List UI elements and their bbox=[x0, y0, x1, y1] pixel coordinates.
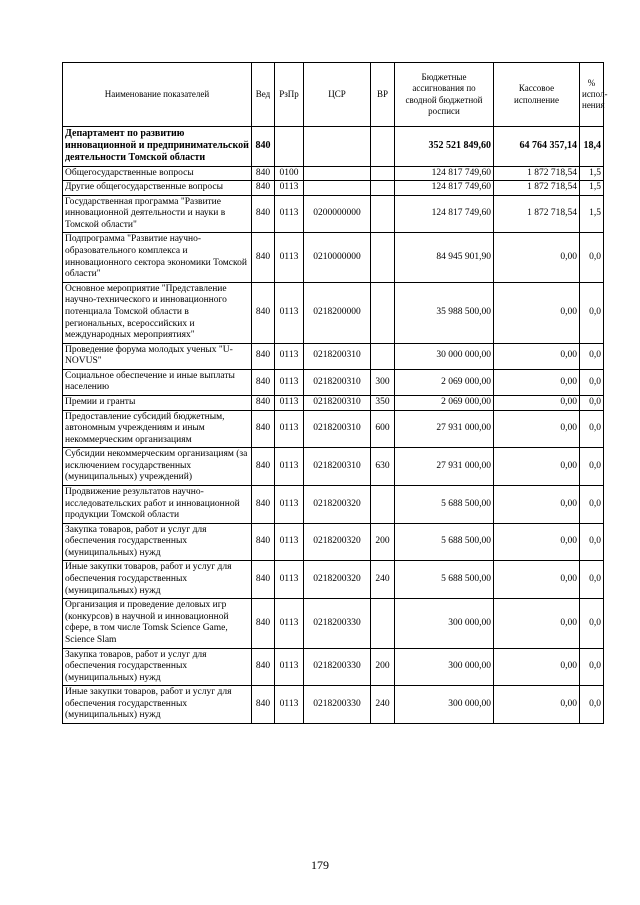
cell-budget: 300 000,00 bbox=[395, 648, 494, 686]
cell-csr: 0218200320 bbox=[304, 523, 371, 561]
cell-pct: 0,0 bbox=[580, 486, 604, 524]
cell-cash: 0,00 bbox=[494, 395, 580, 410]
cell-rzpr: 0113 bbox=[275, 410, 304, 448]
table-row bbox=[63, 599, 604, 648]
header-name: Наименование показателей bbox=[63, 63, 252, 127]
cell-name: Иные закупки товаров, работ и услуг для обеспечения государственных (муниципальных) нужд bbox=[63, 686, 252, 724]
cell-vr bbox=[371, 166, 395, 181]
cell-csr: 0218200330 bbox=[304, 686, 371, 724]
table-row bbox=[63, 395, 604, 410]
cell-name: Премии и гранты bbox=[63, 395, 252, 410]
cell-rzpr: 0113 bbox=[275, 686, 304, 724]
cell-pct: 0,0 bbox=[580, 561, 604, 599]
cell-cash: 1 872 718,54 bbox=[494, 166, 580, 181]
table-row bbox=[63, 648, 604, 686]
cell-rzpr: 0113 bbox=[275, 282, 304, 343]
cell-pct: 0,0 bbox=[580, 369, 604, 395]
table-row bbox=[63, 561, 604, 599]
cell-csr: 0218200320 bbox=[304, 486, 371, 524]
cell-csr: 0218200320 bbox=[304, 561, 371, 599]
cell-cash: 64 764 357,14 bbox=[494, 127, 580, 167]
cell-budget: 124 817 749,60 bbox=[395, 195, 494, 233]
cell-cash: 0,00 bbox=[494, 686, 580, 724]
cell-name: Проведение форума молодых ученых "U-NOVUS" bbox=[63, 343, 252, 369]
cell-pct: 1,5 bbox=[580, 181, 604, 196]
cell-rzpr: 0113 bbox=[275, 233, 304, 282]
cell-vr: 300 bbox=[371, 369, 395, 395]
cell-ved: 840 bbox=[252, 369, 275, 395]
table-row bbox=[63, 410, 604, 448]
cell-budget: 352 521 849,60 bbox=[395, 127, 494, 167]
cell-budget: 2 069 000,00 bbox=[395, 395, 494, 410]
cell-vr: 350 bbox=[371, 395, 395, 410]
cell-ved: 840 bbox=[252, 599, 275, 648]
cell-ved: 840 bbox=[252, 561, 275, 599]
cell-cash: 1 872 718,54 bbox=[494, 181, 580, 196]
cell-csr: 0218200000 bbox=[304, 282, 371, 343]
table-row bbox=[63, 686, 604, 724]
header-rzpr: РзПр bbox=[275, 63, 304, 127]
cell-cash: 1 872 718,54 bbox=[494, 195, 580, 233]
header-pct: % испол-нения bbox=[580, 63, 604, 127]
cell-ved: 840 bbox=[252, 282, 275, 343]
header-csr: ЦСР bbox=[304, 63, 371, 127]
cell-rzpr: 0100 bbox=[275, 166, 304, 181]
cell-rzpr: 0113 bbox=[275, 448, 304, 486]
cell-ved: 840 bbox=[252, 686, 275, 724]
cell-csr: 0218200310 bbox=[304, 369, 371, 395]
cell-ved: 840 bbox=[252, 448, 275, 486]
budget-execution-table bbox=[62, 62, 608, 724]
table-row bbox=[63, 181, 604, 196]
header-cash: Кассовое исполнение bbox=[494, 63, 580, 127]
cell-budget: 27 931 000,00 bbox=[395, 448, 494, 486]
cell-budget: 300 000,00 bbox=[395, 686, 494, 724]
cell-budget: 2 069 000,00 bbox=[395, 369, 494, 395]
cell-rzpr: 0113 bbox=[275, 181, 304, 196]
cell-rzpr: 0113 bbox=[275, 369, 304, 395]
cell-cash: 0,00 bbox=[494, 369, 580, 395]
cell-pct: 18,4 bbox=[580, 127, 604, 167]
cell-vr bbox=[371, 127, 395, 167]
cell-vr: 240 bbox=[371, 561, 395, 599]
table-row bbox=[63, 127, 604, 167]
cell-ved: 840 bbox=[252, 127, 275, 167]
table-row bbox=[63, 486, 604, 524]
cell-name: Другие общегосударственные вопросы bbox=[63, 181, 252, 196]
cell-csr: 0218200310 bbox=[304, 410, 371, 448]
cell-ved: 840 bbox=[252, 166, 275, 181]
cell-ved: 840 bbox=[252, 395, 275, 410]
cell-rzpr: 0113 bbox=[275, 648, 304, 686]
cell-csr: 0218200310 bbox=[304, 395, 371, 410]
cell-vr bbox=[371, 195, 395, 233]
cell-name: Подпрограмма "Развитие научно-образовательного комплекса и инновационного сектора экономики Томской области" bbox=[63, 233, 252, 282]
cell-pct: 0,0 bbox=[580, 410, 604, 448]
cell-csr: 0218200330 bbox=[304, 599, 371, 648]
cell-pct: 0,0 bbox=[580, 599, 604, 648]
cell-cash: 0,00 bbox=[494, 599, 580, 648]
cell-vr bbox=[371, 599, 395, 648]
cell-pct: 1,5 bbox=[580, 195, 604, 233]
cell-rzpr: 0113 bbox=[275, 599, 304, 648]
cell-name: Организация и проведение деловых игр (конкурсов) в научной и инновационной сфере, в том числе Tomsk Science Game, Science Slam bbox=[63, 599, 252, 648]
cell-name: Закупка товаров, работ и услуг для обеспечения государственных (муниципальных) нужд bbox=[63, 648, 252, 686]
cell-name: Закупка товаров, работ и услуг для обеспечения государственных (муниципальных) нужд bbox=[63, 523, 252, 561]
cell-ved: 840 bbox=[252, 195, 275, 233]
cell-name: Общегосударственные вопросы bbox=[63, 166, 252, 181]
table-row bbox=[63, 343, 604, 369]
cell-name: Продвижение результатов научно-исследовательских работ и инновационной продукции Томской области bbox=[63, 486, 252, 524]
table-row bbox=[63, 282, 604, 343]
cell-pct: 0,0 bbox=[580, 343, 604, 369]
cell-cash: 0,00 bbox=[494, 486, 580, 524]
cell-budget: 5 688 500,00 bbox=[395, 561, 494, 599]
cell-vr bbox=[371, 282, 395, 343]
cell-ved: 840 bbox=[252, 343, 275, 369]
cell-pct: 0,0 bbox=[580, 523, 604, 561]
cell-ved: 840 bbox=[252, 410, 275, 448]
cell-budget: 27 931 000,00 bbox=[395, 410, 494, 448]
cell-vr: 200 bbox=[371, 648, 395, 686]
table-body bbox=[63, 127, 604, 724]
cell-ved: 840 bbox=[252, 181, 275, 196]
cell-rzpr bbox=[275, 127, 304, 167]
cell-vr: 200 bbox=[371, 523, 395, 561]
cell-budget: 300 000,00 bbox=[395, 599, 494, 648]
cell-cash: 0,00 bbox=[494, 523, 580, 561]
cell-csr bbox=[304, 181, 371, 196]
cell-cash: 0,00 bbox=[494, 561, 580, 599]
cell-rzpr: 0113 bbox=[275, 561, 304, 599]
header-ved: Вед bbox=[252, 63, 275, 127]
cell-name: Иные закупки товаров, работ и услуг для обеспечения государственных (муниципальных) нужд bbox=[63, 561, 252, 599]
cell-budget: 5 688 500,00 bbox=[395, 486, 494, 524]
cell-rzpr: 0113 bbox=[275, 395, 304, 410]
header-budget: Бюджетные ассигнования по сводной бюджетной росписи bbox=[395, 63, 494, 127]
table-row bbox=[63, 369, 604, 395]
cell-name: Основное мероприятие "Представление научно-технического и инновационного потенциала Томской области в региональных, всероссийских и международных мероприятиях" bbox=[63, 282, 252, 343]
cell-pct: 0,0 bbox=[580, 233, 604, 282]
cell-rzpr: 0113 bbox=[275, 343, 304, 369]
cell-budget: 124 817 749,60 bbox=[395, 181, 494, 196]
cell-name: Департамент по развитию инновационной и предпринимательской деятельности Томской области bbox=[63, 127, 252, 167]
page-number: 179 bbox=[311, 858, 329, 872]
table-row bbox=[63, 233, 604, 282]
cell-csr: 0218200330 bbox=[304, 648, 371, 686]
cell-cash: 0,00 bbox=[494, 233, 580, 282]
cell-cash: 0,00 bbox=[494, 648, 580, 686]
cell-rzpr: 0113 bbox=[275, 486, 304, 524]
cell-vr: 240 bbox=[371, 686, 395, 724]
cell-ved: 840 bbox=[252, 648, 275, 686]
cell-csr: 0218200310 bbox=[304, 448, 371, 486]
cell-name: Предоставление субсидий бюджетным, автономным учреждениям и иным некоммерческим организациям bbox=[63, 410, 252, 448]
cell-name: Государственная программа "Развитие инновационной деятельности и науки в Томской области" bbox=[63, 195, 252, 233]
cell-cash: 0,00 bbox=[494, 343, 580, 369]
cell-cash: 0,00 bbox=[494, 410, 580, 448]
cell-csr: 0210000000 bbox=[304, 233, 371, 282]
table-row bbox=[63, 166, 604, 181]
cell-csr bbox=[304, 127, 371, 167]
cell-pct: 1,5 bbox=[580, 166, 604, 181]
cell-budget: 35 988 500,00 bbox=[395, 282, 494, 343]
cell-ved: 840 bbox=[252, 486, 275, 524]
cell-pct: 0,0 bbox=[580, 648, 604, 686]
cell-rzpr: 0113 bbox=[275, 523, 304, 561]
cell-pct: 0,0 bbox=[580, 448, 604, 486]
table-row bbox=[63, 195, 604, 233]
cell-budget: 30 000 000,00 bbox=[395, 343, 494, 369]
cell-budget: 84 945 901,90 bbox=[395, 233, 494, 282]
cell-pct: 0,0 bbox=[580, 395, 604, 410]
cell-csr: 0200000000 bbox=[304, 195, 371, 233]
cell-csr bbox=[304, 166, 371, 181]
cell-vr: 600 bbox=[371, 410, 395, 448]
cell-budget: 5 688 500,00 bbox=[395, 523, 494, 561]
header-vr: ВР bbox=[371, 63, 395, 127]
cell-vr bbox=[371, 343, 395, 369]
cell-rzpr: 0113 bbox=[275, 195, 304, 233]
cell-vr bbox=[371, 181, 395, 196]
table-header-row bbox=[63, 63, 604, 127]
cell-name: Субсидии некоммерческим организациям (за исключением государственных (муниципальных) учреждений) bbox=[63, 448, 252, 486]
table-row bbox=[63, 523, 604, 561]
cell-name: Социальное обеспечение и иные выплаты населению bbox=[63, 369, 252, 395]
cell-ved: 840 bbox=[252, 233, 275, 282]
cell-budget: 124 817 749,60 bbox=[395, 166, 494, 181]
cell-vr bbox=[371, 233, 395, 282]
cell-csr: 0218200310 bbox=[304, 343, 371, 369]
cell-cash: 0,00 bbox=[494, 448, 580, 486]
cell-pct: 0,0 bbox=[580, 282, 604, 343]
table-row bbox=[63, 448, 604, 486]
cell-pct: 0,0 bbox=[580, 686, 604, 724]
cell-vr: 630 bbox=[371, 448, 395, 486]
cell-ved: 840 bbox=[252, 523, 275, 561]
cell-vr bbox=[371, 486, 395, 524]
cell-cash: 0,00 bbox=[494, 282, 580, 343]
